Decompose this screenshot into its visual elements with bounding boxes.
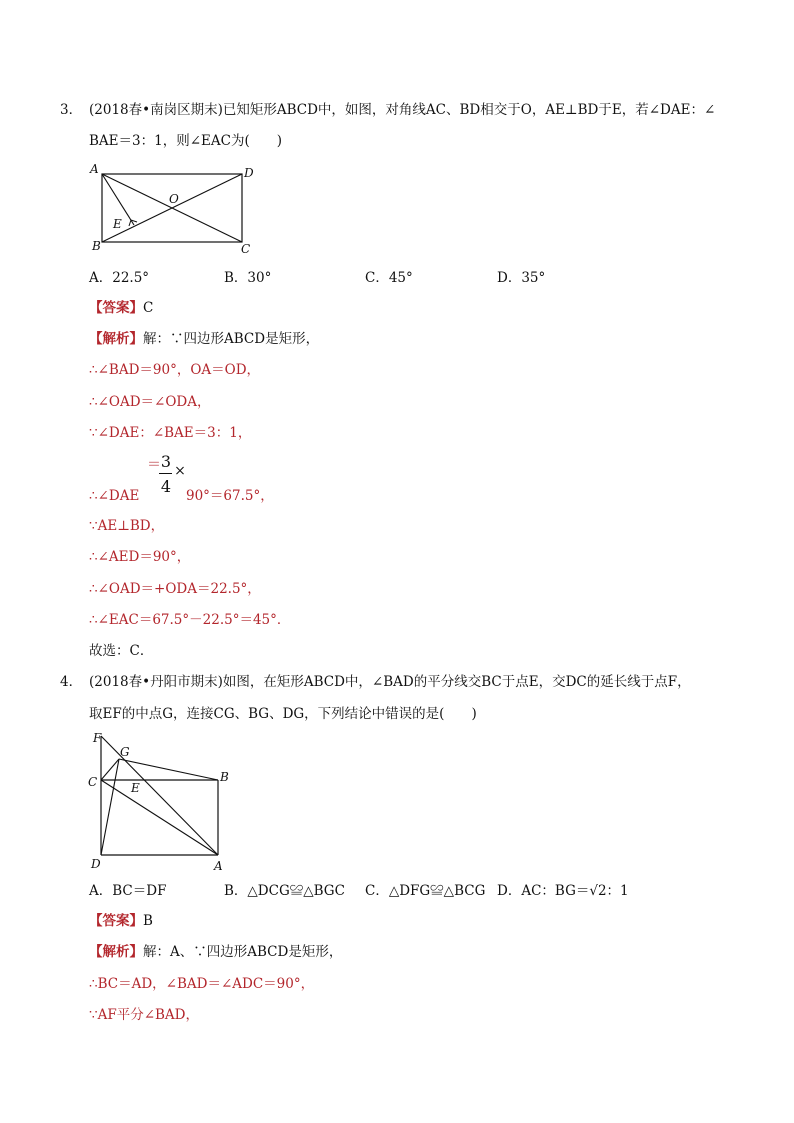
q3-step-dae-right: 90°＝67.5°， (186, 488, 274, 504)
q3-step-3: ∵∠DAE：∠BAE＝3：1， (89, 425, 252, 441)
q4-answer-line (89, 912, 153, 930)
q3-answer-tag: 【答案】 (89, 300, 143, 316)
fig3-label-d: D (244, 166, 254, 180)
question-4-stem-line1: (2018春•丹阳市期末)如图，在矩形ABCD中，∠BAD的平分线交BC于点E，交DC的延长线于点F， (89, 674, 691, 690)
fig3-label-o: O (169, 192, 179, 206)
fig4-label-d: D (91, 857, 101, 871)
q3-step-5: ∴∠AED＝90°， (89, 549, 191, 565)
q4-option-a: A．BC＝DF (89, 883, 167, 899)
q3-frac-bar (159, 473, 172, 474)
fig4-label-a: A (214, 859, 223, 873)
q4-option-d: D．AC：BG＝√2：1 (497, 883, 629, 899)
q3-frac-prefix: ＝ (147, 457, 161, 473)
q3-option-a: A．22.5° (89, 270, 150, 286)
fig4-label-e: E (131, 781, 140, 795)
question-3-number: 3． (60, 102, 83, 118)
question-4-stem-line2: 取EF的中点G，连接CG、BG、DG，下列结论中错误的是( ) (89, 706, 477, 722)
question-3-stem-line1: (2018春•南岗区期末)已知矩形ABCD中，如图，对角线AC、BD相交于O，AE⊥BD于E，若∠DAE：∠ (89, 102, 716, 118)
fig3-label-a: A (90, 162, 99, 176)
question-4-figure (86, 728, 246, 873)
q3-analysis-tag: 【解析】 (89, 331, 143, 347)
fig4-label-c: C (88, 775, 98, 789)
q4-analysis-intro: 解：A、∵四边形ABCD是矩形， (143, 944, 343, 960)
q3-conclusion: 故选：C． (89, 643, 154, 659)
question-3-figure (86, 162, 266, 257)
q4-answer-tag: 【答案】 (89, 913, 143, 929)
q3-analysis-intro: 解：∵四边形ABCD是矩形， (143, 331, 320, 347)
fig3-label-c: C (241, 242, 251, 256)
q3-frac-numerator: 3 (160, 452, 172, 471)
q3-frac-times: × (174, 463, 186, 479)
question-4-number: 4． (60, 674, 83, 690)
q4-analysis-tag: 【解析】 (89, 944, 143, 960)
q4-option-b: B．△DCG≌△BGC (224, 883, 345, 899)
fig3-label-e: E (113, 217, 122, 231)
q3-frac-denominator: 4 (160, 477, 172, 496)
q4-option-c: C．△DFG≌△BCG (365, 883, 486, 899)
q4-analysis-line (89, 943, 342, 961)
q3-step-6: ∴∠OAD＝+ODA＝22.5°， (89, 581, 261, 597)
fig3-label-b: B (92, 239, 101, 253)
q3-answer: C (143, 300, 154, 316)
fig4-label-b: B (220, 770, 229, 784)
q3-analysis-line (89, 330, 319, 348)
question-3-stem-line2: BAE＝3：1，则∠EAC为( ) (89, 133, 282, 149)
q3-option-d: D．35° (497, 270, 546, 286)
fig4-label-g: G (120, 745, 130, 759)
q4-step-2: ∵AF平分∠BAD， (89, 1007, 200, 1023)
q3-answer-line (89, 299, 153, 317)
q3-step-dae-left: ∴∠DAE (89, 488, 140, 504)
q3-step-7: ∴∠EAC＝67.5°－22.5°＝45°． (89, 612, 291, 628)
q3-step-2: ∴∠OAD＝∠ODA， (89, 394, 211, 410)
q3-option-b: B．30° (224, 270, 272, 286)
fig4-label-f: F (93, 731, 102, 745)
q4-step-1: ∴BC＝AD，∠BAD＝∠ADC＝90°， (89, 976, 315, 992)
q4-answer: B (143, 913, 153, 929)
q3-step-4: ∵AE⊥BD， (89, 518, 165, 534)
q3-option-c: C．45° (365, 270, 413, 286)
q3-step-1: ∴∠BAD＝90°，OA＝OD， (89, 362, 261, 378)
